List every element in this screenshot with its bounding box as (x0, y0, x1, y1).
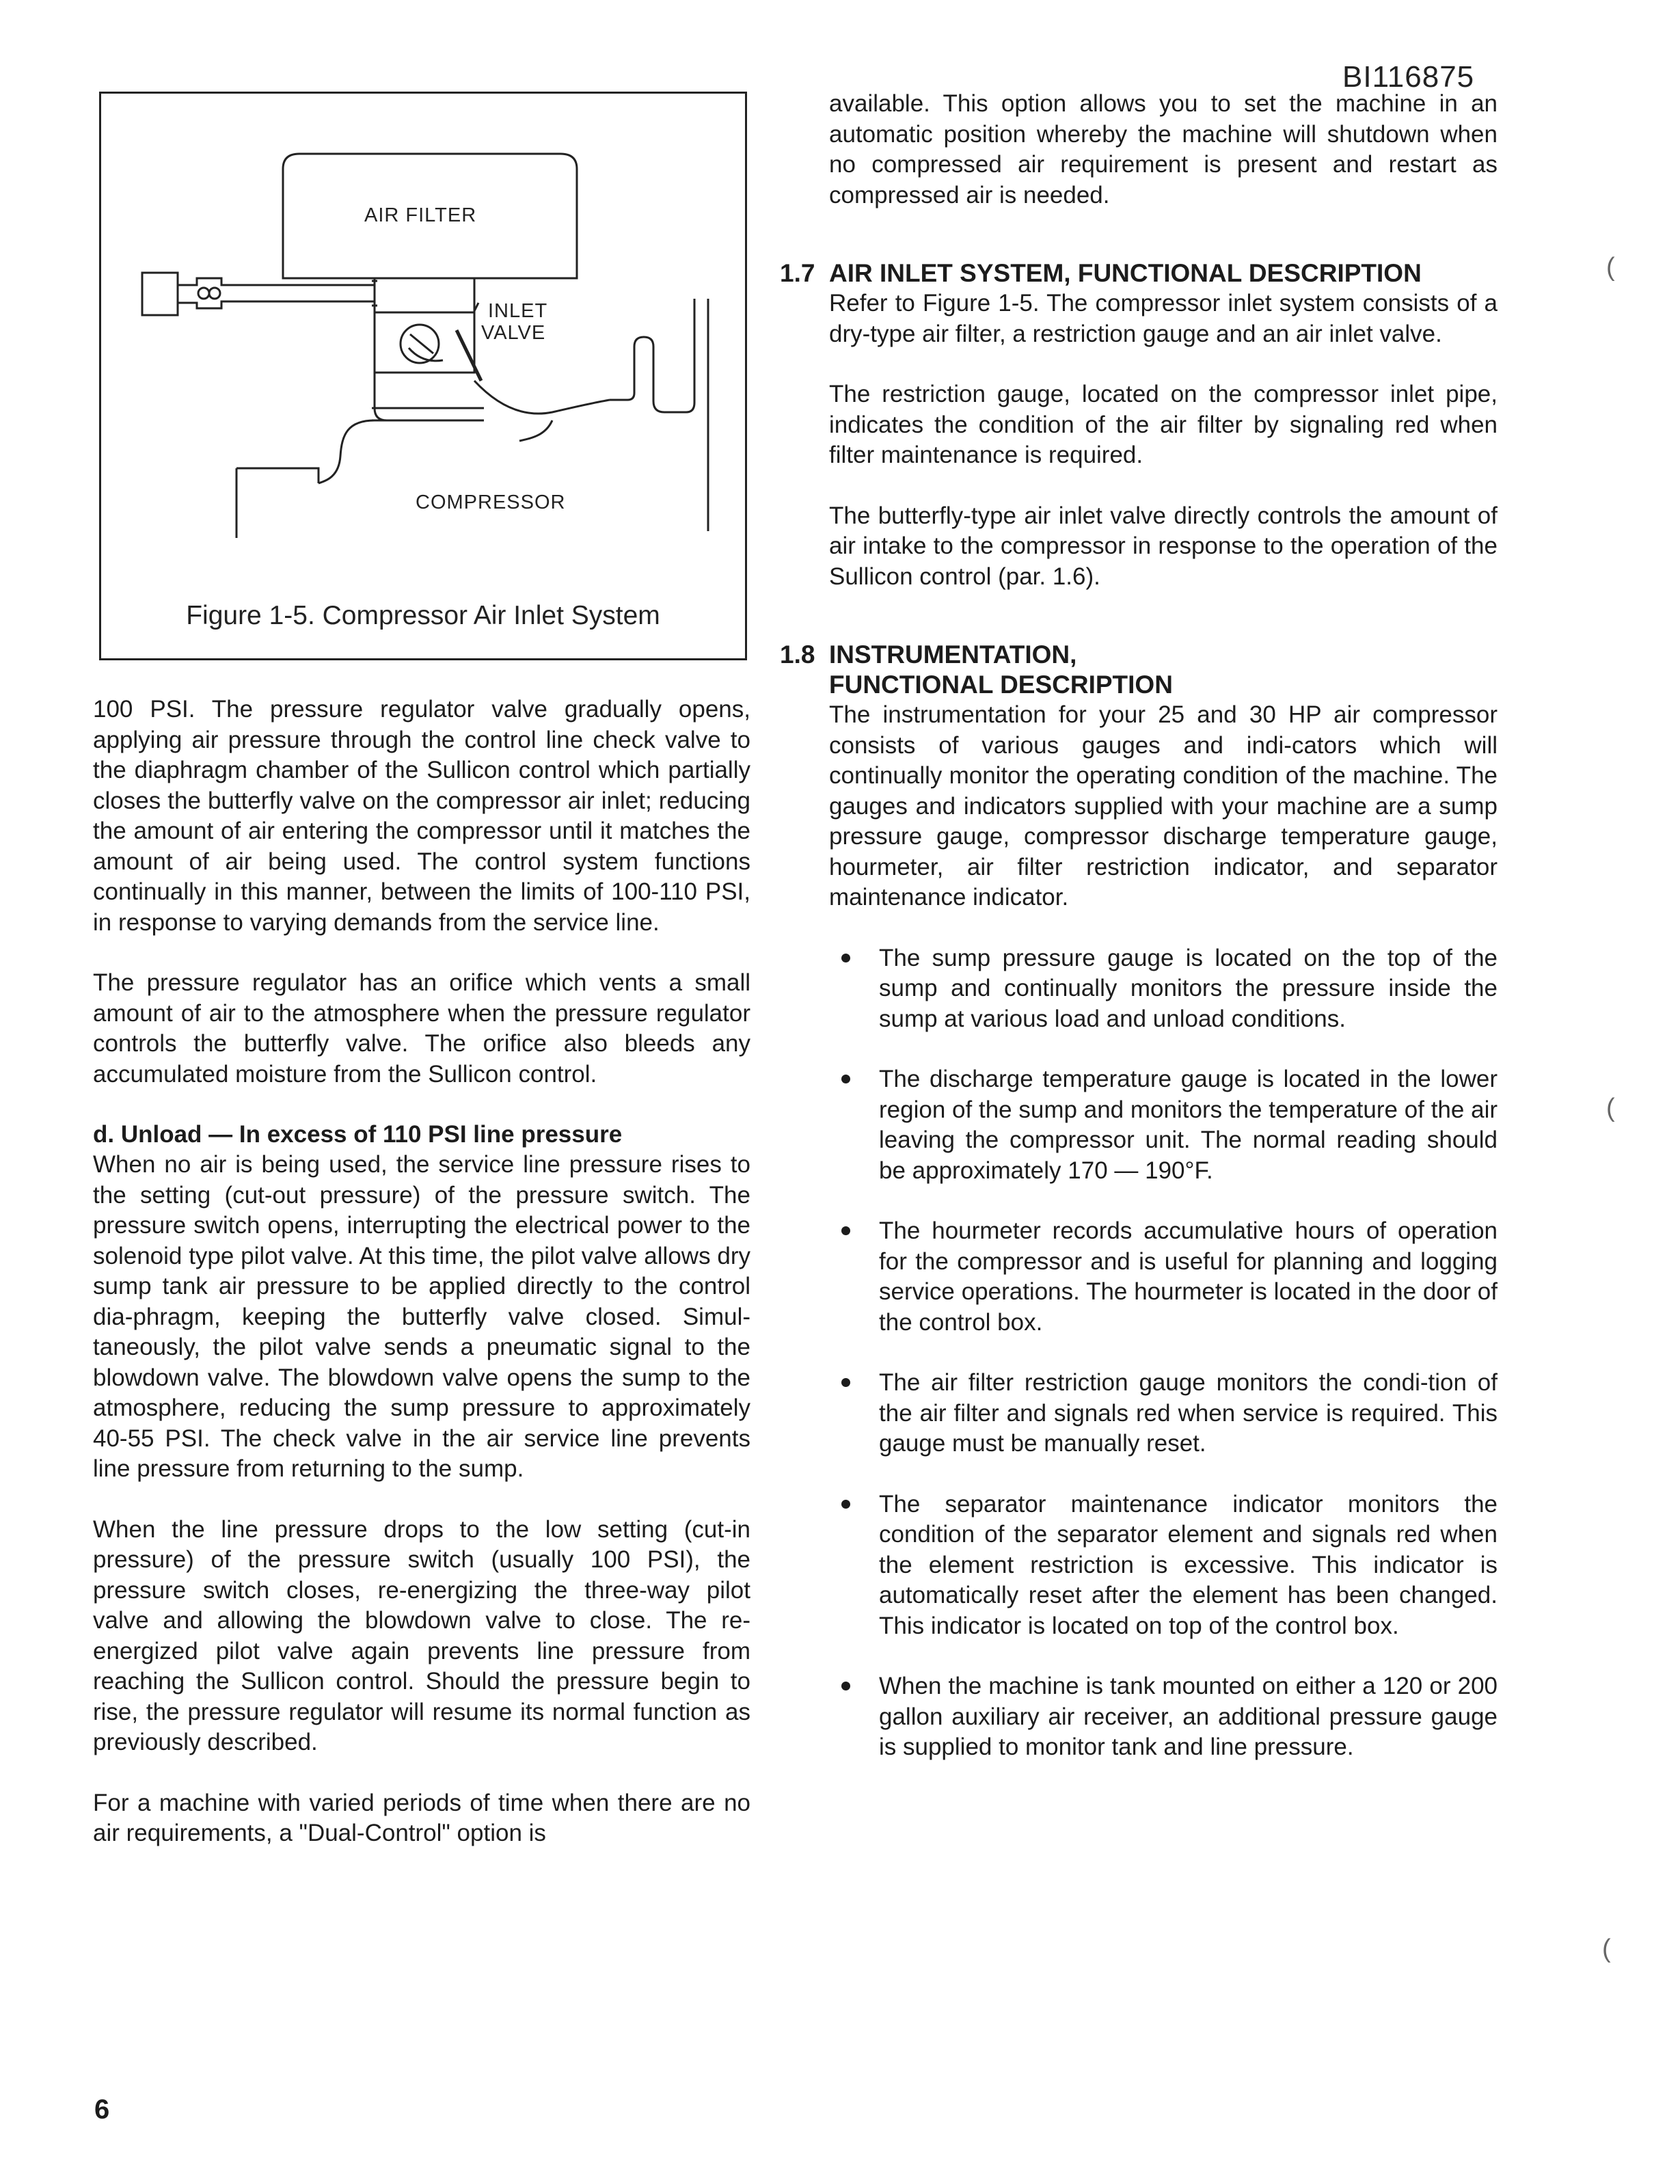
list-item (828, 1064, 1498, 1186)
section-number-1-8: 1.8 (780, 641, 815, 669)
section-title-instrumentation-2: FUNCTIONAL DESCRIPTION (829, 671, 1173, 699)
figure-compressor-air-inlet (99, 92, 747, 660)
paragraph-dual-control-continued: available. This option allows you to set the machine in an automatic position whereby the machine will shutdown when no compressed air requirement is present and restart as compressed air is needed. (829, 90, 1498, 208)
section-1-7 (780, 258, 1498, 592)
list-item-text: The discharge temperature gauge is located in the lower region of the sump and monitors the temperature of the air leaving the compressor unit. The normal reading should be approximately 170 — 190°F. (879, 1066, 1498, 1184)
inlet-label: INLET (488, 300, 548, 322)
compressor-label: COMPRESSOR (416, 491, 566, 513)
page-number: 6 (94, 2094, 110, 2125)
paragraph-instrumentation: The instrumentation for your 25 and 30 HP air compressor consists of various gauges and indi-cators which will continually monitor the operating condition of the machine. The gauges and indicators supplied with your machine are a sump pressure gauge, compressor discharge temperature gauge, hourmeter, air filter restriction indicator, and separator maintenance indicator. (829, 701, 1498, 911)
compressor-air-inlet-diagram (101, 94, 745, 658)
bullet-icon (841, 1500, 850, 1509)
section-title-instrumentation-1: INSTRUMENTATION, (829, 641, 1077, 669)
paragraph-regulator-opens: 100 PSI. The pressure regulator valve gradually opens, applying air pressure through the control line check valve to the diaphragm chamber of the Sullicon control which partially closes the butterfly valve on the compressor air inlet; reducing the amount of air entering the compressor until it matches the amount of air being used. The control system functions continually in this manner, between the limits of 100-110 PSI, in response to varying demands from the service line. (93, 696, 750, 936)
margin-mark: ( (1606, 253, 1615, 282)
bullet-icon (841, 954, 850, 962)
bullet-icon (841, 1378, 850, 1387)
list-item-text: The hourmeter records accumulative hours of operation for the compressor and is useful for planning and logging service operations. The hourmeter is located in the door of the control box. (879, 1217, 1498, 1336)
margin-mark: ( (1602, 1934, 1611, 1963)
list-item-text: The air filter restriction gauge monitors the condi-tion of the air filter and signals red when service is required. This gauge must be manually reset. (879, 1369, 1498, 1457)
document-id: BI116875 (1342, 60, 1475, 94)
paragraph-unload: When no air is being used, the service line pressure rises to the setting (cut-out pressure) of the pressure switch. The pressure switch opens, interrupting the electrical power to the solenoid type pilot valve. At this time, the pilot valve allows dry sump tank air pressure to be applied directly to the control dia-phragm, keeping the butterfly valve closed. Simul-taneously, the pilot valve sends a pneumatic signal to the blowdown valve. The blowdown valve opens the sump to the atmosphere, reducing the sump pressure to approximately 40-55 PSI. The check valve in the air service line prevents line pressure from returning to the sump. (93, 1151, 750, 1482)
list-item-text: The separator maintenance indicator monitors the condition of the separator element and signals red when the element restriction is excessive. This indicator is automatically reset after the element has been changed. This indicator is located on top of the control box. (879, 1490, 1498, 1639)
paragraph-orifice: The pressure regulator has an orifice which vents a small amount of air to the atmosphere when the pressure regulator controls the butterfly valve. The orifice also bleeds any accumulated moisture from the Sullicon control. (93, 969, 750, 1088)
paragraph-restriction-gauge: The restriction gauge, located on the compressor inlet pipe, indicates the condition of the air filter by signaling red when filter maintenance is required. (829, 381, 1498, 468)
paragraph-butterfly-valve: The butterfly-type air inlet valve directly controls the amount of air intake to the compressor in response to the operation of the Sullicon control (par. 1.6). (829, 502, 1498, 590)
figure-caption: Figure 1-5. Compressor Air Inlet System (186, 601, 660, 630)
list-item (828, 1489, 1498, 1642)
margin-mark: ( (1606, 1094, 1615, 1122)
paragraph-line-pressure-drops: When the line pressure drops to the low setting (cut-in pressure) of the pressure switch (usually 100 PSI), the pressure switch closes, re-energizing the three-way pilot valve and allowing the blowdown valve to close. The re-energized pilot valve again prevents line pressure from reaching the Sullicon control. Should the pressure begin to rise, the pressure regulator will resume its normal function as previously described. (93, 1515, 750, 1755)
valve-label: VALVE (481, 322, 546, 344)
air-filter-label: AIR FILTER (364, 204, 477, 226)
section-1-8 (780, 640, 1498, 1763)
paragraph-dual-control: For a machine with varied periods of time when there are no air requirements, a "Dual-Control" option is (93, 1789, 750, 1846)
list-item (828, 1671, 1498, 1763)
bullet-icon (841, 1226, 850, 1235)
list-item-text: The sump pressure gauge is located on the top of the sump and continually monitors the pressure inside the sump at various load and unload conditions. (879, 944, 1498, 1032)
bullet-icon (841, 1075, 850, 1083)
subheading-unload: d. Unload — In excess of 110 PSI line pressure (93, 1121, 623, 1148)
section-title-air-inlet: AIR INLET SYSTEM, FUNCTIONAL DESCRIPTION (829, 259, 1422, 287)
list-item (828, 1216, 1498, 1338)
list-item (828, 1368, 1498, 1459)
right-column (780, 89, 1498, 1763)
section-number-1-7: 1.7 (780, 259, 815, 287)
left-column (93, 695, 750, 1849)
list-item-text: When the machine is tank mounted on either a 120 or 200 gallon auxiliary air receiver, an additional pressure gauge is supplied to monitor tank and line pressure. (879, 1673, 1498, 1760)
bullet-icon (841, 1682, 850, 1690)
paragraph-inlet-system: Refer to Figure 1-5. The compressor inlet system consists of a dry-type air filter, a restriction gauge and an air inlet valve. (829, 290, 1498, 347)
list-item (828, 943, 1498, 1035)
